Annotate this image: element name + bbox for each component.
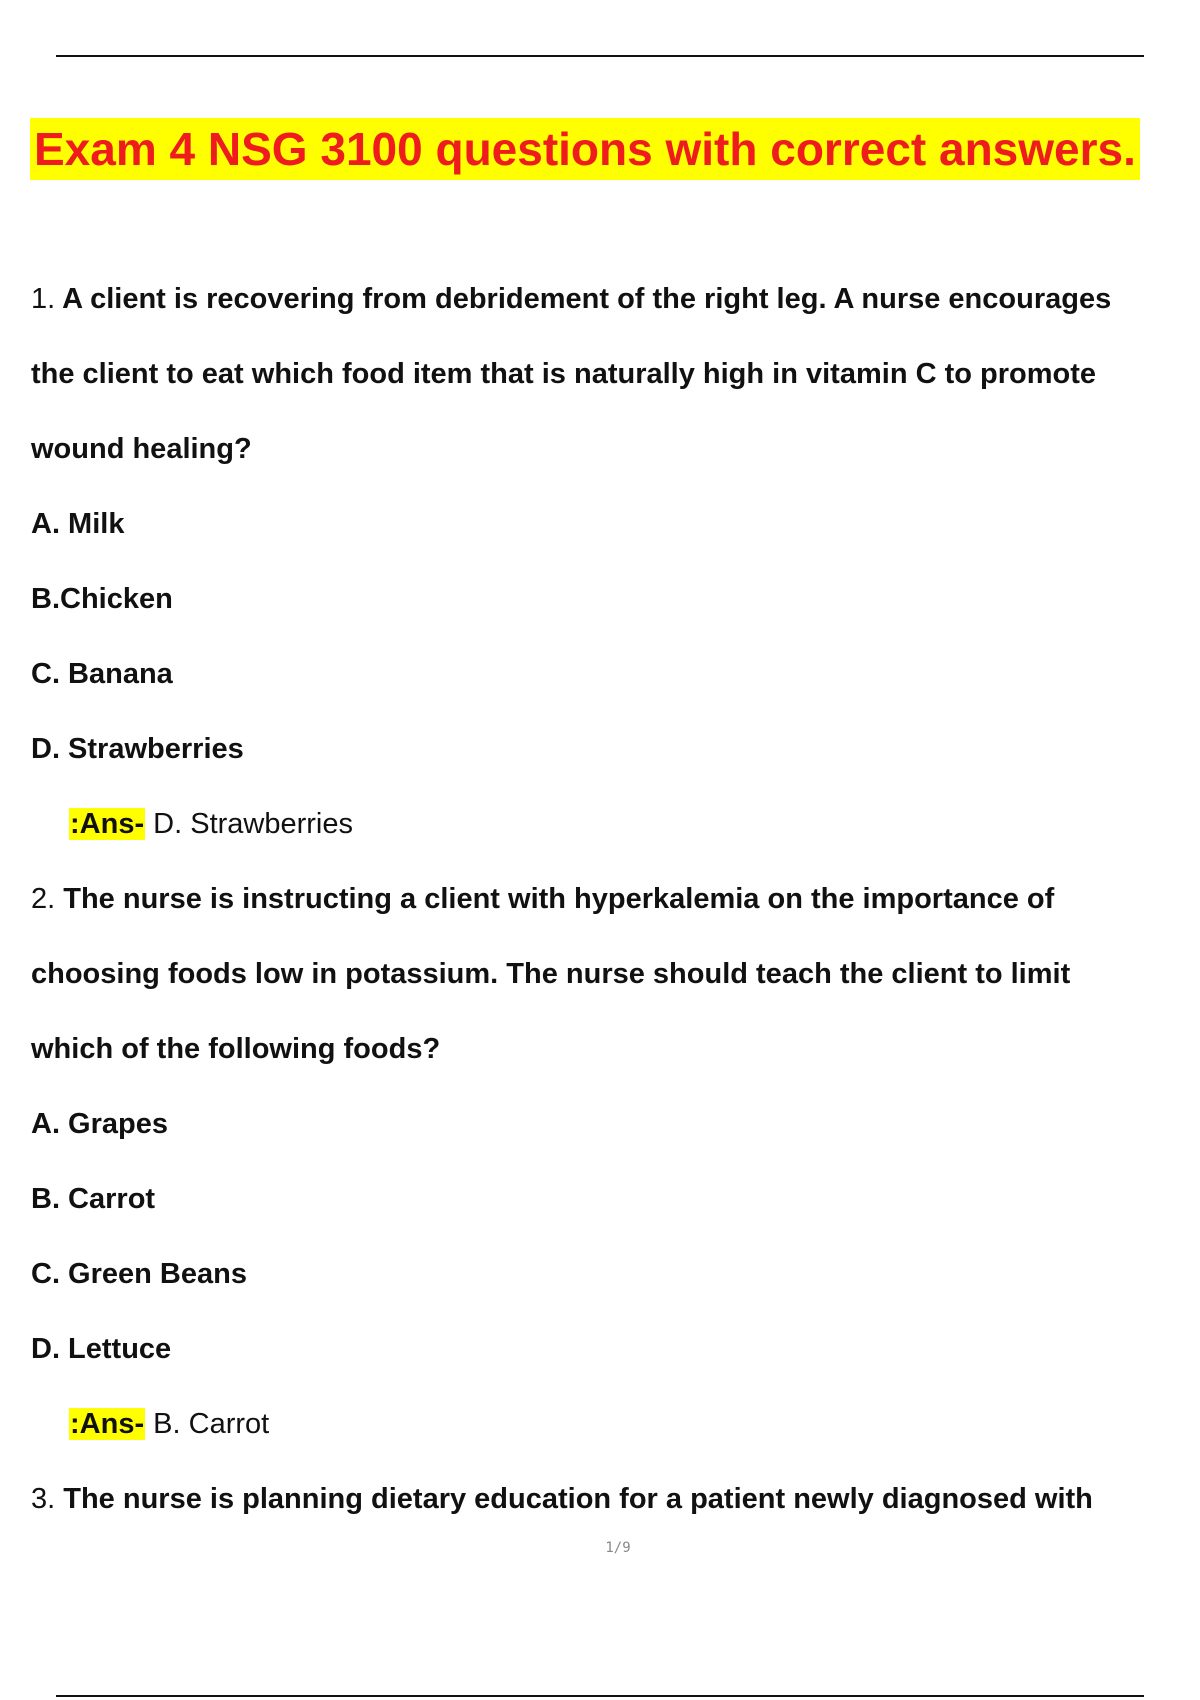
question-2-answer xyxy=(31,1387,1200,1462)
document-title: Exam 4 NSG 3100 questions with correct answers. xyxy=(30,118,1140,180)
answer-label: :Ans- xyxy=(70,1408,145,1440)
question-2-option-d: D. Lettuce xyxy=(31,1333,172,1365)
questions-body xyxy=(31,262,1200,1537)
document-title-wrapper xyxy=(30,118,1140,180)
question-2-option-b: B. Carrot xyxy=(31,1183,156,1215)
bottom-rule xyxy=(56,1695,1144,1697)
question-number: 2. xyxy=(31,883,56,915)
question-2-option-a: A. Grapes xyxy=(31,1108,168,1140)
question-1-option-d: D. Strawberries xyxy=(31,733,244,765)
answer-text: B. Carrot xyxy=(153,1408,270,1440)
answer-label: :Ans- xyxy=(70,808,145,840)
question-1-answer xyxy=(31,787,1200,862)
question-2-line-3: which of the following foods? xyxy=(31,1033,441,1065)
question-1-line-3: wound healing? xyxy=(31,433,252,465)
question-number: 3. xyxy=(31,1483,56,1515)
question-3-line-1 xyxy=(31,1462,1200,1537)
question-2-option-c: C. Green Beans xyxy=(31,1258,247,1290)
answer-text: D. Strawberries xyxy=(153,808,353,840)
question-2-line-1 xyxy=(31,862,1200,937)
question-1-line-1 xyxy=(31,262,1200,337)
question-1-option-a: A. Milk xyxy=(31,508,125,540)
question-1-option-c: C. Banana xyxy=(31,658,173,690)
page-number: 1/9 xyxy=(605,1540,631,1556)
question-2-line-2: choosing foods low in potassium. The nurse should teach the client to limit xyxy=(31,958,1071,990)
question-stem-text: The nurse is planning dietary education for a patient newly diagnosed with xyxy=(63,1483,1093,1515)
question-stem-text: The nurse is instructing a client with hyperkalemia on the importance of xyxy=(63,883,1055,915)
question-stem-text: A client is recovering from debridement of the right leg. A nurse encourages xyxy=(62,283,1112,315)
question-number: 1. xyxy=(31,283,56,315)
top-rule xyxy=(56,55,1144,57)
question-1-option-b: B.Chicken xyxy=(31,583,173,615)
question-1-line-2: the client to eat which food item that is naturally high in vitamin C to promote xyxy=(31,358,1097,390)
